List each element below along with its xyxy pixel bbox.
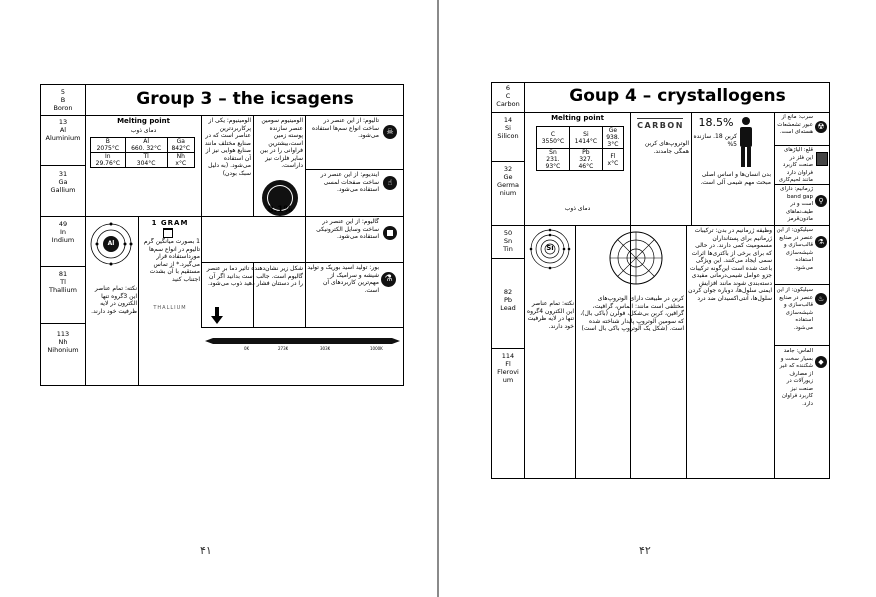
mp-pb: Pb 327. 46°C: [569, 149, 602, 171]
diamond-text: الماس: جامد بسیار سخت و شکننده که غیر از مصارف زیورآلات در صنعت نیز کاربرد فراوان دارد.: [779, 348, 813, 407]
mp-b: B 2075°C: [91, 138, 126, 153]
melting-heading: Melting point: [551, 114, 604, 122]
down-arrow-icon: [211, 307, 223, 325]
skull-icon: ☠: [383, 125, 397, 139]
temp-label-0k: 0K: [244, 346, 250, 351]
carbon-body-text: بدن انسان‌ها و اساس اصلی مبحث مهم شیمی آلی است.: [700, 171, 771, 186]
lead-usage-text: سرب: مانع از عبور تشعشعات هسته‌ای است.: [777, 114, 813, 135]
aluminium-crust-text: آلومینیوم سومین عنصر سازنده پوسته زمین است،بیشترین فراوانی را در بین سایر فلزات نیز داراست.: [260, 117, 303, 169]
boron-usage-text: بور: تولید اسید بوریک و تولید شیشه و سرامیک از مهم‌ترین کاربردهای آن است.: [307, 264, 379, 294]
element-lead: 82 Pb Lead: [500, 288, 516, 312]
flask-icon: ⚗: [815, 236, 827, 248]
element-germanium: 32 Ge Germa nium: [497, 165, 519, 197]
thallium-usage-text: تالیوم: از این عنصر در ساخت انواع سم‌ها استفاده می‌شود.: [311, 117, 379, 139]
gram-title: 1 GRAM: [151, 220, 189, 227]
germanium-usage-text: ژرمانیم: دارای band gap است و در طیف‌نماهای مادون‌قرمز: [780, 186, 813, 222]
element-flerovium: 114 Fl Flerovi um: [497, 352, 519, 384]
mp-ge: Ge 938. 3°C: [602, 127, 623, 149]
radiation-icon: ☢: [815, 121, 827, 133]
tin-usage-text: قلع: آلیاژهای این فلز در صنعت کاربرد فراوان دارد مانند لحیم‌کاری: [778, 147, 813, 183]
silicon-industry-text: سیلیکون: از این عنصر در صنایع قالب‌سازی و شیشه‌سازی استفاده می‌شود.: [776, 287, 813, 331]
mp-ga: Ga 842°C: [167, 138, 194, 153]
percent-label: 18.5%: [698, 117, 734, 129]
note-text: نکته: تمام عناصر این الکترون 4گروه تنها در لایه ظرفیت خود دارند.: [527, 300, 574, 330]
melting-heading: Melting point: [117, 117, 170, 125]
diamond-icon: ◆: [815, 356, 827, 368]
touch-hand-icon: ☝: [383, 176, 397, 190]
melting-subheading: دمای ذوب: [130, 127, 157, 134]
element-silicon: 14 Si Silicon: [497, 116, 519, 140]
page-title: Goup 4 – crystallogens: [569, 86, 786, 106]
mp-fl: Fl x°C: [602, 149, 623, 171]
indium-usage-text: ایندیوم: از این عنصر در ساخت صفحات لمسی استفاده می‌شود.: [320, 171, 379, 193]
mp-nh: Nh x°C: [167, 153, 194, 168]
gallium-usage-text: گالیوم: از این عنصر در ساخت وسایل الکترونیکی استفاده می‌شود.: [316, 218, 379, 240]
mp-si: Si 1414°C: [569, 127, 602, 149]
battery-icon: [816, 152, 828, 166]
silicon-usage-text: سیلیکون: از این عنصر در صنایع قالب‌سازی و شیشه‌سازی استفاده می‌شود.: [776, 227, 813, 271]
microscope-icon: ⚲: [815, 195, 827, 207]
mp-sn: Sn 231. 93°C: [537, 149, 570, 171]
carbon-word: CARBON: [637, 121, 684, 130]
thallium-word: THALLIUM: [153, 305, 187, 311]
melting-subheading: دمای ذوب: [564, 205, 591, 212]
element-aluminium: 13 Al Aluminium: [45, 118, 81, 142]
aluminium-atom-label: Al: [107, 240, 115, 247]
temp-label-303k: 303K: [320, 346, 331, 351]
scale-weight-icon: [163, 228, 173, 238]
flask-icon: ⚗: [381, 272, 396, 287]
aluminium-usage-text: آلومینیوم: یکی از پرکاربردترین عناصر است که در صنایع مختلف مانند صنایع هوایی نیز از آن استفاده می‌شود. (به دلیل سبک بودن): [204, 117, 251, 177]
temp-label-273k: 273K: [278, 346, 289, 351]
percent-label: 8.1%: [267, 205, 293, 215]
page-number: ۴۲: [639, 544, 651, 557]
mp-c: C 3550°C: [537, 127, 570, 149]
element-thallium: 81 Tl Thallium: [49, 270, 77, 294]
page-42: [439, 0, 876, 597]
carbon-allotropes-solid-text: آلوتروپ‌های کربن همگی جامدند.: [644, 140, 689, 155]
melting-table: [536, 126, 624, 171]
mp-al: Al 660. 32°C: [125, 138, 167, 153]
temp-label-1000k: 1000K: [370, 346, 383, 351]
element-boron: 5 B Boron: [53, 88, 73, 112]
germanium-function-text: وظیفه ژرمانیم در بدن: ترکیبات ژرمانیم برای پستانداران مسمومیت کمی دارند. در حالی که برای برخی از باکتری‌ها اثرات سمی ایجاد می‌کنند. این ویژگی باعث شده است این‌گونه ترکیبات جزو عوامل شیمی‌درمانی مفیدی دسته‌بندی شوند مانند افزایش ایمنی سلول‌ها، دوباره جوان کردن سلول‌ها، آنتی‌اکسیدان ضد درد: [688, 227, 772, 302]
page-41: [0, 0, 437, 597]
page-title: Group 3 – the icsagens: [136, 89, 354, 109]
mp-tl: Tl 304°C: [125, 153, 167, 168]
element-nihonium: 113 Nh Nihonium: [47, 330, 79, 354]
element-gallium: 31 Ga Gallium: [50, 170, 76, 194]
silicon-atom-label: Si: [546, 245, 554, 252]
element-tin: 50 Sn Tin: [503, 229, 513, 253]
chip-icon: [383, 226, 397, 240]
gallium-melt-text: شکل زیر نشان‌دهنده تأثیر دما بر عنصر گالیوم است. جالب است بدانید اگر آن را در دستتان فشار دهید ذوب می‌شود.: [206, 265, 303, 287]
page-number: ۴۱: [200, 544, 212, 557]
carbon-body-percent-text: کربن 18. سازنده 5%: [693, 133, 737, 148]
human-figure-icon: [738, 116, 754, 168]
carbon-allotropes-text: کربن در طبیعت دارای آلوتروپ‌های مختلفی است مانند: الماس، گرافیت، گرافین، کربن بی‌شکل، فولرن (باکی بال)، که سومین آلوتروپ پایدار شناخته شده است. (شکل یک آلوتروپ باکی بال است): [580, 295, 684, 332]
buckyball-diagram: [608, 230, 664, 286]
furnace-icon: ♨: [815, 293, 827, 305]
gram-text: 1 بصورت میانگین گرم تالیوم در انواع سم‌ها مورداستفاده قرار می‌گیرد.* از تماس مستقیم با آن بشدت اجتناب کنید: [143, 238, 200, 283]
element-carbon: 6 C Carbon: [496, 84, 520, 108]
note-text: نکته: تمام عناصر این 3گروه تنها الکترون در لایه ظرفیت خود دارند.: [91, 285, 137, 315]
mp-in: In 29.76°C: [91, 153, 126, 168]
element-indium: 49 In Indium: [51, 220, 75, 244]
melting-table: [90, 137, 195, 168]
